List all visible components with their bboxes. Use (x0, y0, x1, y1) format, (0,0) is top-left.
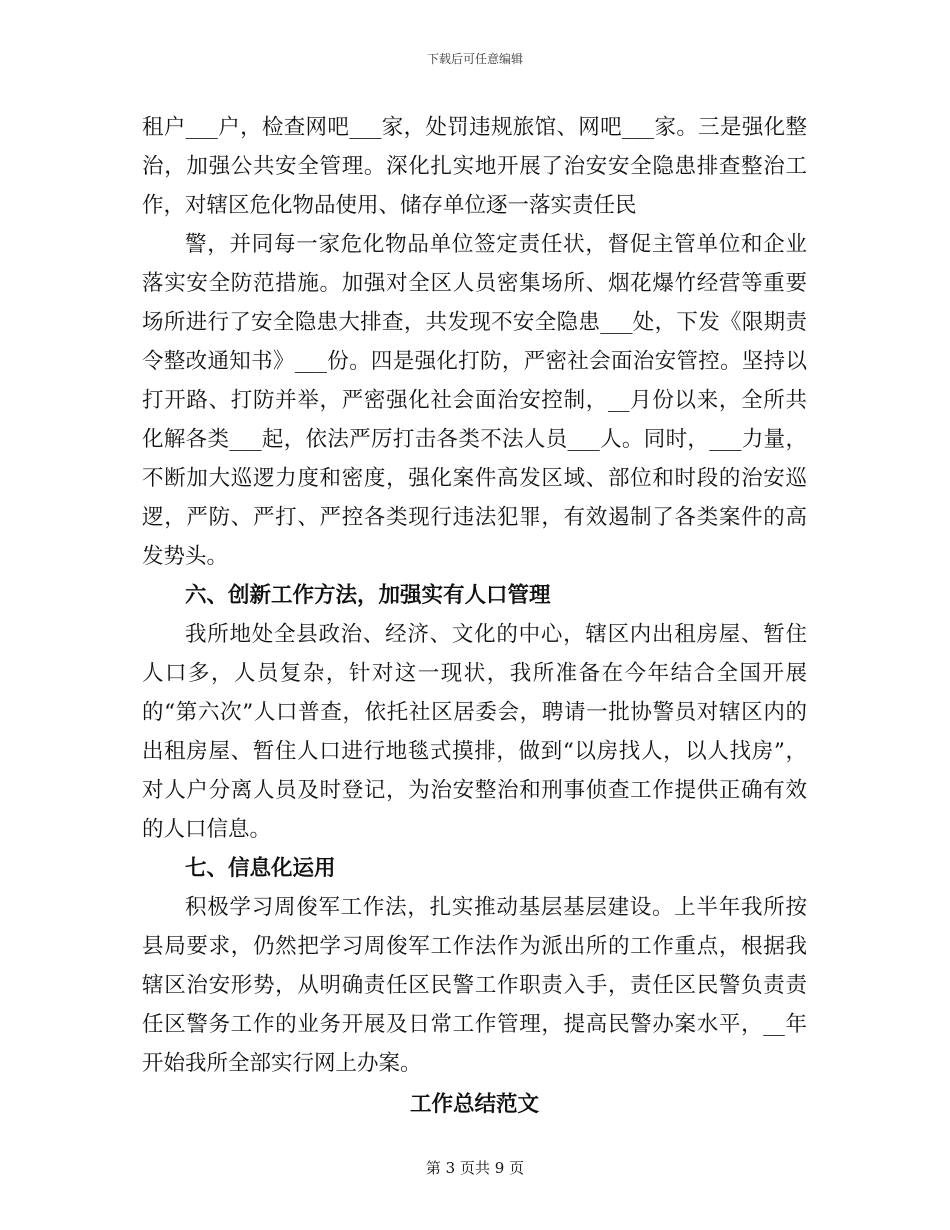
document-body (142, 108, 807, 1124)
paragraph-police-safety: 警，并同每一家危化物品单位签定责任状，督促主管单位和企业落实安全防范措施。加强对全区人员密集场所、烟花爆竹经营等重要场所进行了安全隐患大排查，共发现不安全隐患___处，下发《限期责令整改通知书》___份。四是强化打防，严密社会面治安管控。坚持以打开路、打防并举，严密强化社会面治安控制，__月份以来，全所共化解各类___起，依法严厉打击各类不法人员___人。同时，___力量，不断加大巡逻力度和密度，强化案件高发区域、部位和时段的治安巡逻，严防、严打、严控各类现行违法犯罪，有效遏制了各类案件的高发势头。 (142, 232, 807, 569)
document-title: 工作总结范文 (409, 1092, 539, 1117)
page-footer: 第 3 页共 9 页 (425, 1159, 525, 1177)
paragraph-continuation: 租户___户，检查网吧___家，处罚违规旅馆、网吧___家。三是强化整治，加强公共安全管理。深化扎实地开展了治安安全隐患排查整治工作，对辖区危化物品使用、储存单位逐一落实责任民 (142, 115, 807, 218)
section-heading-6: 六、创新工作方法，加强实有人口管理 (185, 583, 551, 608)
section-heading-7: 七、信息化运用 (185, 856, 336, 881)
paragraph-population-management: 我所地处全县政治、经济、文化的中心，辖区内出租房屋、暂住人口多，人员复杂，针对这一现状，我所准备在今年结合全国开展的“第六次”人口普查，依托社区居委会，聘请一批协警员对辖区内的出租房屋、暂住人口进行地毯式摸排，做到“以房找人，以人找房”，对人户分离人员及时登记，为治安整治和刑事侦查工作提供正确有效的人口信息。 (142, 622, 807, 842)
page-header: 下载后可任意编辑 (426, 52, 523, 66)
paragraph-informatization: 积极学习周俊军工作法，扎实推动基层基层建设。上半年我所按县局要求，仍然把学习周俊军工作法作为派出所的工作重点，根据我辖区治安形势，从明确责任区民警工作职责入手，责任区民警负责责任区警务工作的业务开展及日常工作管理，提高民警办案水平，__年开始我所全部实行网上办案。 (142, 895, 807, 1076)
